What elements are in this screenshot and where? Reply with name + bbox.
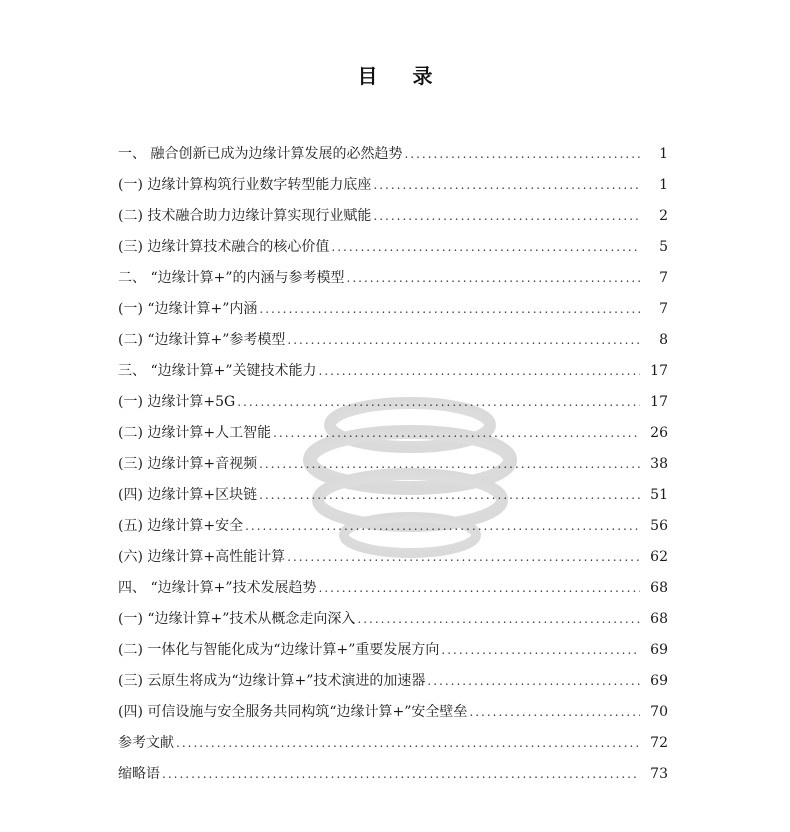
toc-entry-label: 三、 “边缘计算+”关键技术能力	[118, 363, 317, 379]
toc-dot-leader	[347, 263, 641, 294]
toc-dot-leader	[287, 542, 640, 573]
toc-dot-leader	[331, 232, 640, 263]
toc-dot-leader	[404, 139, 640, 170]
toc-entry-label: 四、 “边缘计算+”技术发展趋势	[118, 580, 317, 596]
toc-entry-page: 2	[659, 208, 668, 224]
toc-entry-label: (三) 云原生将成为“边缘计算+”技术演进的加速器	[118, 673, 426, 689]
toc-dot-leader	[176, 728, 640, 759]
toc-entry[interactable]	[118, 387, 668, 418]
toc-entry[interactable]	[118, 170, 668, 201]
toc-entry-page: 17	[650, 363, 668, 379]
toc-entry-page: 70	[650, 704, 668, 720]
toc-entry[interactable]	[118, 604, 668, 635]
toc-entry-page: 69	[650, 642, 668, 658]
toc-entry-label: (四) 可信设施与安全服务共同构筑“边缘计算+”安全壁垒	[118, 704, 468, 720]
toc-entry[interactable]	[118, 666, 668, 697]
toc-entry-label: (二) 一体化与智能化成为“边缘计算+”重要发展方向	[118, 642, 440, 658]
toc-entry[interactable]	[118, 573, 668, 604]
toc-entry[interactable]	[118, 511, 668, 542]
toc-entry[interactable]	[118, 294, 668, 325]
toc-dot-leader	[245, 511, 640, 542]
toc-entry-page: 5	[659, 239, 668, 255]
toc-entry-page: 38	[650, 456, 668, 472]
toc-dot-leader	[287, 325, 640, 356]
toc-entry-label: 缩略语	[118, 766, 160, 782]
toc-entry[interactable]	[118, 325, 668, 356]
toc-dot-leader	[357, 604, 640, 635]
toc-dot-leader	[162, 759, 640, 790]
toc-entry-page: 72	[650, 735, 668, 751]
toc-entry[interactable]	[118, 542, 668, 573]
toc-entry-page: 8	[659, 332, 668, 348]
toc-entry-label: (一) “边缘计算+”技术从概念走向深入	[118, 611, 356, 627]
toc-entry-page: 56	[650, 518, 668, 534]
toc-dot-leader	[373, 201, 640, 232]
toc-entry-page: 7	[659, 270, 668, 286]
toc-entry[interactable]	[118, 418, 668, 449]
toc-entry-page: 62	[650, 549, 668, 565]
toc-entry-page: 1	[659, 146, 668, 162]
toc-entry-page: 68	[650, 611, 668, 627]
toc-entry-label: (一) 边缘计算+5G	[118, 394, 236, 410]
toc-entry-label: (一) “边缘计算+”内涵	[118, 301, 258, 317]
toc-dot-leader	[259, 480, 640, 511]
toc-entry-page: 7	[659, 301, 668, 317]
page-title: 目 录	[357, 64, 447, 88]
toc-entry[interactable]	[118, 697, 668, 728]
toc-entry-label: 一、 融合创新已成为边缘计算发展的必然趋势	[118, 146, 403, 162]
toc-dot-leader	[469, 697, 640, 728]
toc-dot-leader	[259, 449, 640, 480]
toc-entry[interactable]	[118, 449, 668, 480]
toc-entry-label: (三) 边缘计算技术融合的核心价值	[118, 239, 330, 255]
toc-entry-label: (二) 边缘计算+人工智能	[118, 425, 272, 441]
toc-dot-leader	[273, 418, 640, 449]
toc-entry-label: 二、 “边缘计算+”的内涵与参考模型	[118, 270, 345, 286]
toc-entry[interactable]	[118, 139, 668, 170]
toc-dot-leader	[373, 170, 640, 201]
toc-entry-page: 68	[650, 580, 668, 596]
toc-entry-page: 69	[650, 673, 668, 689]
toc-entry[interactable]	[118, 232, 668, 263]
toc-entry-label: (二) “边缘计算+”参考模型	[118, 332, 286, 348]
toc-entry-label: (五) 边缘计算+安全	[118, 518, 244, 534]
toc-entry[interactable]	[118, 759, 668, 790]
toc-dot-leader	[319, 573, 641, 604]
toc-entry-label: (四) 边缘计算+区块链	[118, 487, 258, 503]
toc-entry-label: (三) 边缘计算+音视频	[118, 456, 258, 472]
toc-entry-page: 17	[650, 394, 668, 410]
toc-entry[interactable]	[118, 263, 668, 294]
toc-dot-leader	[441, 635, 640, 666]
toc-dot-leader	[319, 356, 641, 387]
toc-entry-label: (六) 边缘计算+高性能计算	[118, 549, 286, 565]
toc-entry-label: (二) 技术融合助力边缘计算实现行业赋能	[118, 208, 372, 224]
toc-dot-leader	[259, 294, 640, 325]
toc-entry[interactable]	[118, 635, 668, 666]
toc-entry-page: 1	[659, 177, 668, 193]
toc-entry-page: 73	[650, 766, 668, 782]
toc-entry-page: 26	[650, 425, 668, 441]
toc-entry-label: (一) 边缘计算构筑行业数字转型能力底座	[118, 177, 372, 193]
toc-entry[interactable]	[118, 480, 668, 511]
toc-entry-label: 参考文献	[118, 735, 174, 751]
toc-entry-page: 51	[650, 487, 668, 503]
toc-entry[interactable]	[118, 356, 668, 387]
toc-dot-leader	[237, 387, 640, 418]
toc-entry[interactable]	[118, 201, 668, 232]
toc-entry[interactable]	[118, 728, 668, 759]
toc-dot-leader	[427, 666, 640, 697]
table-of-contents	[118, 139, 668, 790]
